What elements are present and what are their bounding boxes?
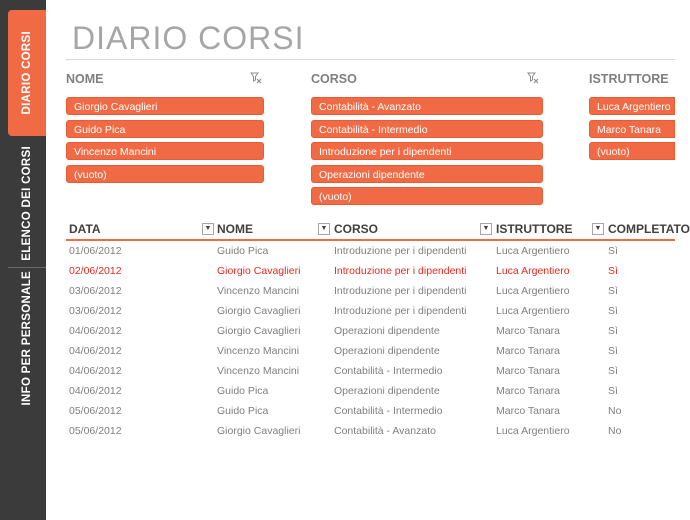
cell-istruttore: Luca Argentiero [496, 245, 570, 257]
cell-nome: Giorgio Cavaglieri [217, 425, 301, 437]
slicer-item[interactable]: (vuoto) [589, 142, 675, 160]
cell-nome: Guido Pica [217, 405, 269, 417]
cell-corso: Introduzione per i dipendenti [334, 265, 467, 277]
cell-completato: No [608, 405, 622, 417]
slicer-header [311, 72, 543, 90]
cell-data: 01/06/2012 [69, 245, 122, 257]
slicer-item[interactable]: Guido Pica [66, 120, 264, 138]
cell-data: 03/06/2012 [69, 305, 122, 317]
column-header-corso: CORSO [334, 222, 379, 236]
column-header-nome: NOME [217, 222, 253, 236]
slicer-item[interactable]: Vincenzo Mancini [66, 142, 264, 160]
cell-corso: Operazioni dipendente [334, 385, 440, 397]
table-row[interactable] [66, 381, 675, 401]
clear-filter-icon[interactable] [250, 72, 262, 87]
slicer-item[interactable]: Operazioni dipendente [311, 165, 543, 183]
cell-completato: No [608, 425, 622, 437]
sheet-tab-bar [0, 0, 46, 520]
cell-corso: Introduzione per i dipendenti [334, 305, 467, 317]
dropdown-arrow-icon[interactable]: ▼ [318, 223, 330, 235]
table-row[interactable] [66, 301, 675, 321]
column-header-data: DATA [69, 222, 101, 236]
cell-istruttore: Marco Tanara [496, 385, 561, 397]
slicer-items [589, 97, 675, 160]
slicer-item[interactable]: Luca Argentiero [589, 97, 675, 115]
table-row[interactable] [66, 361, 675, 381]
cell-nome: Guido Pica [217, 245, 269, 257]
slicer-header [589, 72, 675, 90]
slicer-item[interactable]: (vuoto) [311, 187, 543, 205]
slicer-item[interactable]: Contabilità - Avanzato [311, 97, 543, 115]
slicer-item[interactable]: (vuoto) [66, 165, 264, 183]
cell-istruttore: Luca Argentiero [496, 285, 570, 297]
slicer-item[interactable]: Contabilità - Intermedio [311, 120, 543, 138]
cell-completato: Sì [608, 365, 618, 377]
tab-diario-corsi[interactable] [8, 10, 46, 136]
courses-table [66, 220, 690, 441]
table-row[interactable] [66, 341, 675, 361]
cell-istruttore: Luca Argentiero [496, 265, 570, 277]
slicer-item[interactable]: Marco Tanara [589, 120, 675, 138]
title-divider [66, 59, 675, 60]
cell-nome: Guido Pica [217, 385, 269, 397]
table-row[interactable] [66, 401, 675, 421]
dropdown-arrow-icon[interactable]: ▼ [480, 223, 492, 235]
cell-istruttore: Luca Argentiero [496, 305, 570, 317]
page-title: DIARIO CORSI [72, 20, 305, 56]
cell-corso: Introduzione per i dipendenti [334, 285, 467, 297]
table-row[interactable] [66, 241, 675, 261]
cell-istruttore: Luca Argentiero [496, 425, 570, 437]
slicer-items [311, 97, 543, 205]
cell-completato: Sì [608, 385, 618, 397]
table-row[interactable] [66, 421, 675, 441]
cell-completato: Sì [608, 265, 618, 277]
cell-corso: Contabilità - Intermedio [334, 405, 443, 417]
cell-completato: Sì [608, 345, 618, 357]
cell-nome: Vincenzo Mancini [217, 365, 300, 377]
dropdown-arrow-icon[interactable]: ▼ [202, 223, 214, 235]
slicer-item[interactable]: Introduzione per i dipendenti [311, 142, 543, 160]
cell-data: 05/06/2012 [69, 425, 122, 437]
tab-info-per-personale[interactable] [8, 270, 46, 406]
cell-completato: Sì [608, 305, 618, 317]
tab-label: INFO PER PERSONALE [21, 270, 33, 406]
tab-label: DIARIO CORSI [21, 31, 33, 115]
cell-data: 04/06/2012 [69, 325, 122, 337]
table-row[interactable] [66, 321, 675, 341]
cell-data: 04/06/2012 [69, 365, 122, 377]
slicer-item[interactable]: Giorgio Cavaglieri [66, 97, 264, 115]
slicer-items [66, 97, 264, 183]
cell-completato: Sì [608, 325, 618, 337]
slicer-title: CORSO [311, 72, 357, 86]
slicer-title: ISTRUTTORE [589, 72, 669, 86]
slicer-header [66, 72, 264, 90]
cell-istruttore: Marco Tanara [496, 345, 561, 357]
table-row[interactable] [66, 281, 675, 301]
cell-corso: Contabilità - Intermedio [334, 365, 443, 377]
cell-completato: Sì [608, 245, 618, 257]
cell-data: 04/06/2012 [69, 345, 122, 357]
cell-completato: Sì [608, 285, 618, 297]
cell-nome: Vincenzo Mancini [217, 285, 300, 297]
tab-label: ELENCO DEI CORSI [21, 146, 33, 261]
slicer-nome [66, 72, 264, 187]
cell-nome: Vincenzo Mancini [217, 345, 300, 357]
cell-data: 03/06/2012 [69, 285, 122, 297]
cell-nome: Giorgio Cavaglieri [217, 265, 301, 277]
cell-data: 02/06/2012 [69, 265, 122, 277]
cell-istruttore: Marco Tanara [496, 365, 561, 377]
column-header-completato: COMPLETATO [608, 222, 690, 236]
cell-nome: Giorgio Cavaglieri [217, 305, 301, 317]
cell-istruttore: Marco Tanara [496, 405, 561, 417]
dropdown-arrow-icon[interactable]: ▼ [592, 223, 604, 235]
cell-corso: Introduzione per i dipendenti [334, 245, 467, 257]
clear-filter-icon[interactable] [527, 72, 539, 87]
slicer-corso [311, 72, 543, 210]
cell-corso: Operazioni dipendente [334, 325, 440, 337]
table-body [66, 241, 675, 441]
slicer-istruttore [589, 72, 675, 165]
table-row[interactable] [66, 261, 675, 281]
slicer-title: NOME [66, 72, 104, 86]
cell-corso: Operazioni dipendente [334, 345, 440, 357]
column-header-istruttore: ISTRUTTORE [496, 222, 573, 236]
cell-corso: Contabilità - Avanzato [334, 425, 436, 437]
cell-data: 04/06/2012 [69, 385, 122, 397]
cell-nome: Giorgio Cavaglieri [217, 325, 301, 337]
cell-data: 05/06/2012 [69, 405, 122, 417]
table-header [66, 220, 690, 241]
tab-elenco-dei-corsi[interactable] [8, 140, 46, 268]
cell-istruttore: Marco Tanara [496, 325, 561, 337]
